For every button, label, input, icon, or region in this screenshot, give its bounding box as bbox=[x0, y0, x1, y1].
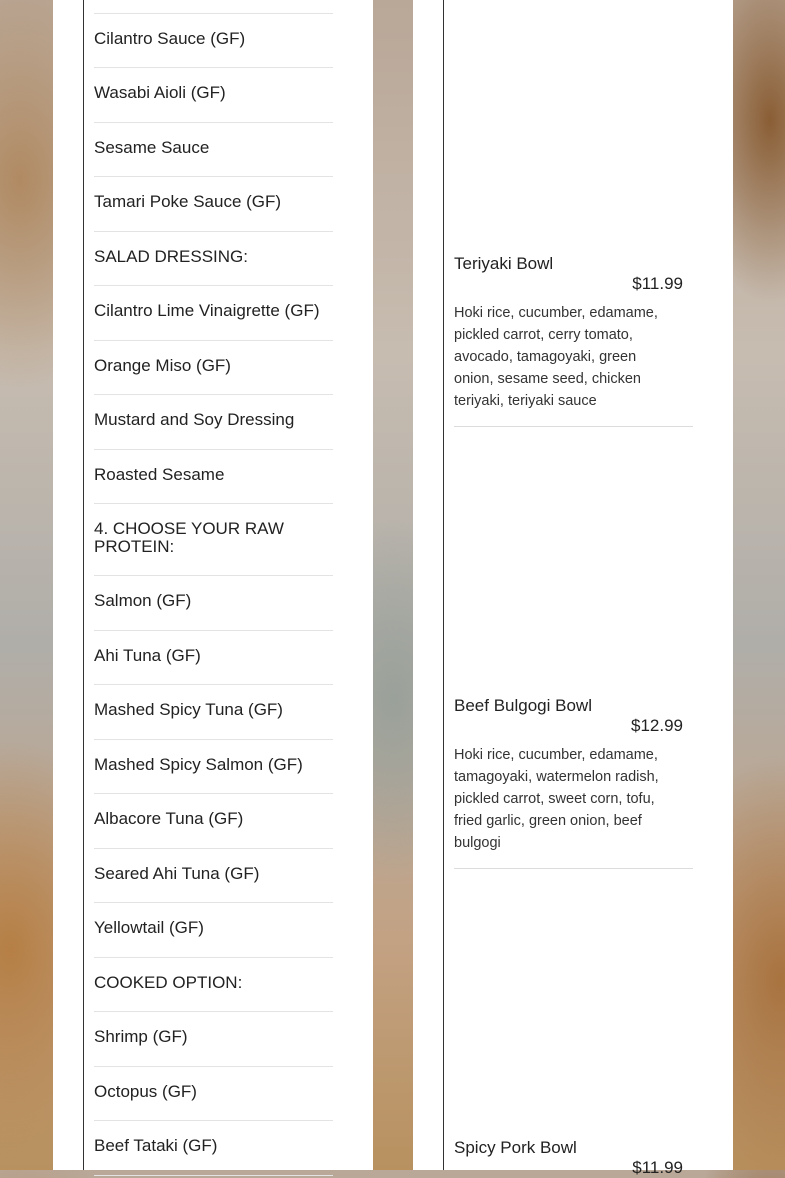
divider bbox=[454, 426, 693, 427]
option-item[interactable]: Orange Miso (GF) bbox=[94, 341, 333, 396]
options-panel bbox=[53, 0, 373, 1170]
option-item[interactable]: Shrimp (GF) bbox=[94, 1012, 333, 1067]
item-name: Teriyaki Bowl bbox=[454, 254, 554, 273]
item-description: Hoki rice, cucumber, edamame, tamagoyaki, watermelon radish, pickled carrot, sweet corn, tofu, fried garlic, green onion, beef bulgogi bbox=[454, 747, 659, 851]
item-price: $11.99 bbox=[632, 274, 683, 293]
option-item[interactable]: Tamari Poke Sauce (GF) bbox=[94, 177, 333, 232]
menu-items-panel bbox=[413, 0, 733, 1177]
section-heading: 4. CHOOSE YOUR RAW PROTEIN: bbox=[94, 504, 333, 576]
option-item[interactable]: Salmon (GF) bbox=[94, 576, 333, 631]
option-item[interactable]: Cilantro Lime Vinaigrette (GF) bbox=[94, 286, 333, 341]
option-item[interactable]: Beef Tataki (GF) bbox=[94, 1121, 333, 1176]
item-description: Hoki rice, cucumber, edamame, pickled carrot, cerry tomato, avocado, tamagoyaki, green onion, sesame seed, chicken teriyaki, teriyaki sauce bbox=[454, 305, 658, 409]
option-item[interactable]: Mustard and Soy Dressing bbox=[94, 395, 333, 450]
options-panel-inner bbox=[83, 0, 373, 1170]
option-item[interactable]: Ahi Tuna (GF) bbox=[94, 631, 333, 686]
option-item[interactable]: Yellowtail (GF) bbox=[94, 903, 333, 958]
item-name: Beef Bulgogi Bowl bbox=[454, 696, 592, 715]
option-item[interactable]: Roasted Sesame bbox=[94, 450, 333, 505]
menu-items-panel-inner bbox=[443, 0, 733, 1177]
option-item[interactable] bbox=[94, 0, 333, 14]
divider bbox=[454, 868, 693, 869]
item-price: $11.99 bbox=[632, 1158, 683, 1177]
option-item[interactable]: Mashed Spicy Salmon (GF) bbox=[94, 740, 333, 795]
section-heading: COOKED OPTION: bbox=[94, 958, 333, 1013]
option-item[interactable]: Albacore Tuna (GF) bbox=[94, 794, 333, 849]
option-list bbox=[94, 0, 333, 1176]
section-heading: SALAD DRESSING: bbox=[94, 232, 333, 287]
option-item[interactable]: Mashed Spicy Tuna (GF) bbox=[94, 685, 333, 740]
option-item[interactable]: Octopus (GF) bbox=[94, 1067, 333, 1122]
option-item[interactable]: Wasabi Aioli (GF) bbox=[94, 68, 333, 123]
option-item[interactable]: Cilantro Sauce (GF) bbox=[94, 14, 333, 69]
item-name: Spicy Pork Bowl bbox=[454, 1138, 577, 1157]
option-item[interactable]: Sesame Sauce bbox=[94, 123, 333, 178]
option-item[interactable]: Seared Ahi Tuna (GF) bbox=[94, 849, 333, 904]
item-price: $12.99 bbox=[631, 716, 683, 735]
